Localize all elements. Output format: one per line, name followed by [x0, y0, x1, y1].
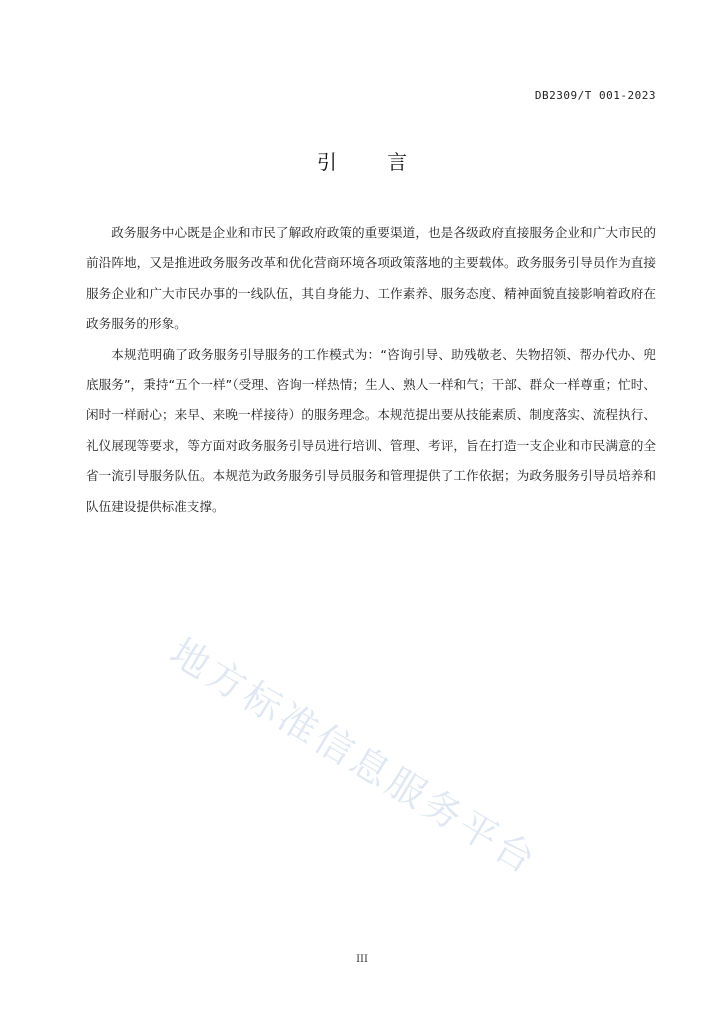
- watermark: 地方标准信息服务平台: [162, 629, 546, 884]
- paragraph-1: 政务服务中心既是企业和市民了解政府政策的重要渠道，也是各级政府直接服务企业和广大市民的前沿阵地，又是推进政务服务改革和优化营商环境各项政策落地的主要载体。政务服务引导员作为直接服务企业和广大市民办事的一线队伍，其自身能力、工作素养、服务态度、精神面貌直接影响着政府在政务服务的形象。: [86, 225, 656, 332]
- introduction-body: [86, 218, 656, 522]
- paragraph-2: 本规范明确了政务服务引导服务的工作模式为：“咨询引导、助残敬老、失物招领、帮办代办、兜底服务”，秉持“五个一样”（受理、咨询一样热情；生人、熟人一样和气；干部、群众一样尊重；忙时、闲时一样耐心；来早、来晚一样接待）的服务理念。本规范提出要从技能素质、制度落实、流程执行、礼仪展现等要求，等方面对政务服务引导员进行培训、管理、考评，旨在打造一支企业和市民满意的全省一流引导服务队伍。本规范为政务服务引导员服务和管理提供了工作依据；为政务服务引导员培养和队伍建设提供标准支撑。: [86, 346, 656, 514]
- section-title: 引 言: [316, 150, 430, 174]
- document-code: DB2309/T 001-2023: [534, 89, 656, 102]
- page-number: III: [356, 954, 368, 965]
